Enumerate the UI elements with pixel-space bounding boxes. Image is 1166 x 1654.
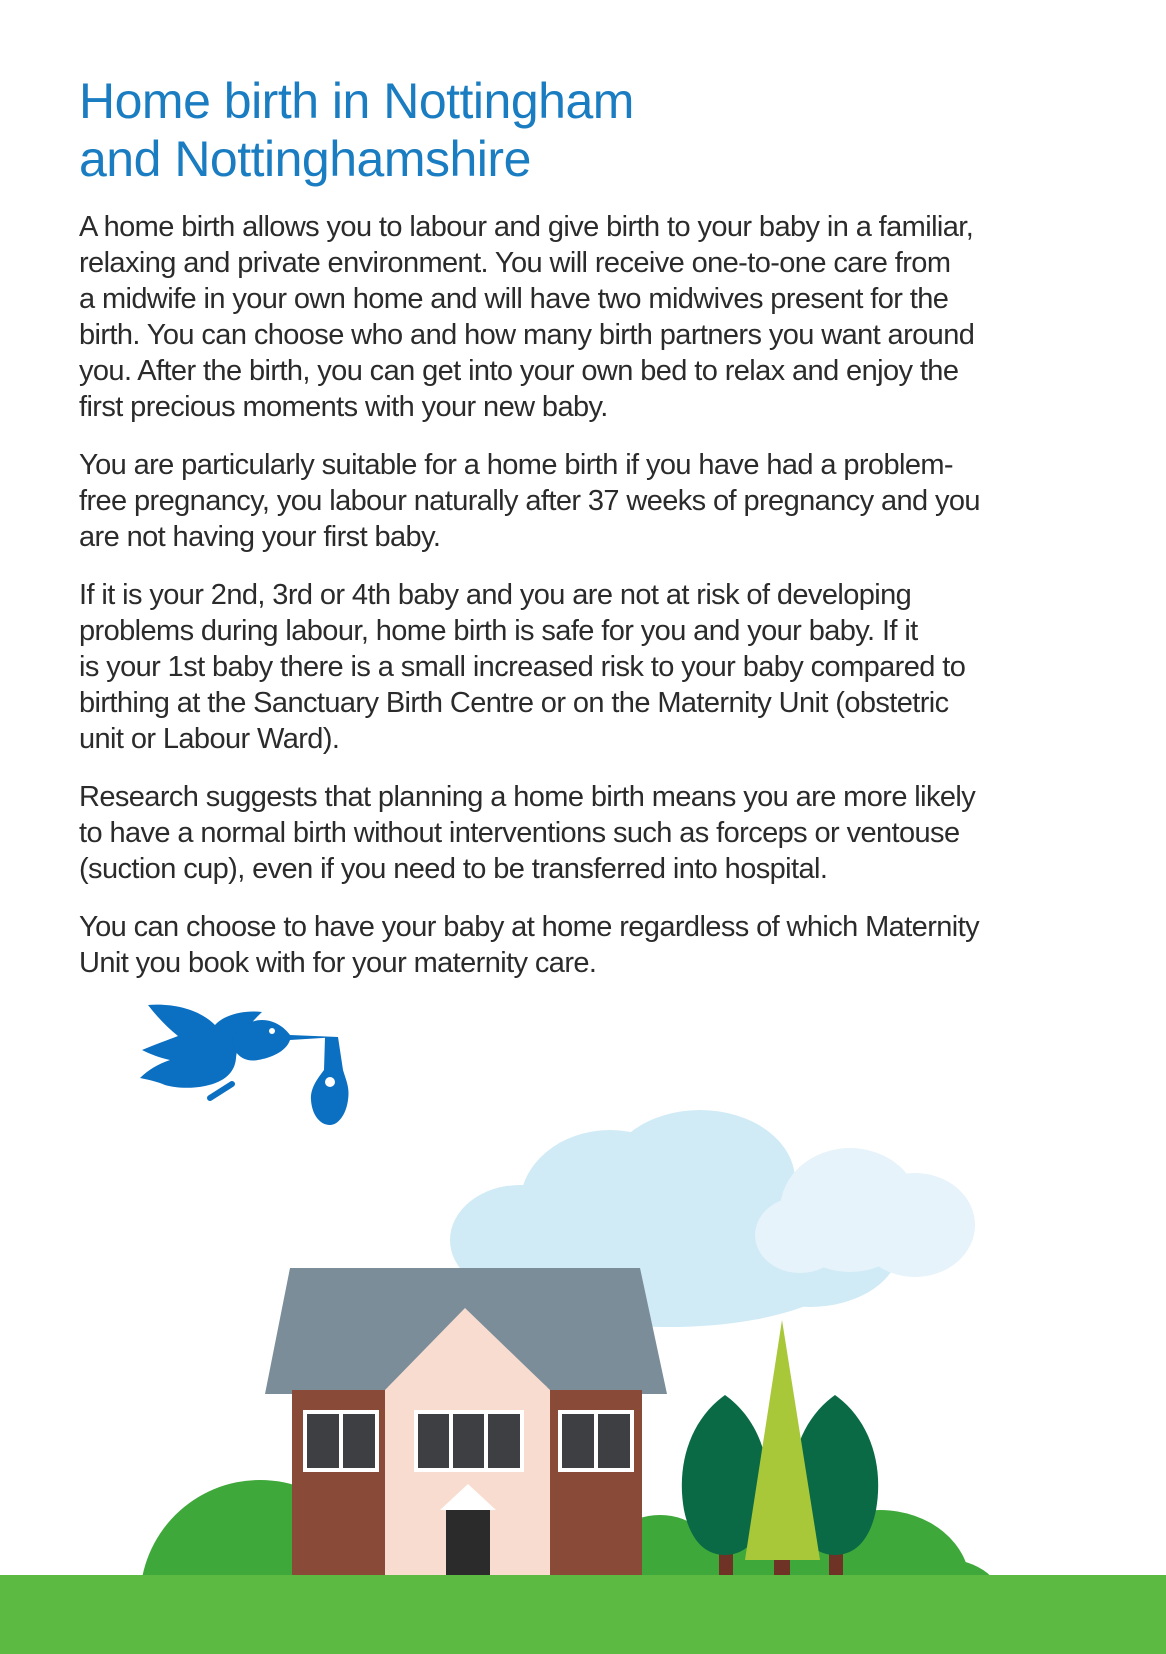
- text-line: free pregnancy, you labour naturally after 37 weeks of pregnancy and you: [79, 485, 980, 517]
- text-line: relaxing and private environment. You will receive one-to-one care from: [79, 247, 951, 279]
- body-text: [79, 209, 1089, 1003]
- page-title-line-2: and Nottinghamshire: [79, 131, 531, 187]
- window-icon: [560, 1412, 632, 1470]
- text-line: a midwife in your own home and will have two midwives present for the: [79, 283, 949, 315]
- text-line: birth. You can choose who and how many birth partners you want around: [79, 319, 975, 351]
- text-line: If it is your 2nd, 3rd or 4th baby and you are not at risk of developing: [79, 579, 912, 611]
- text-line: A home birth allows you to labour and give birth to your baby in a familiar,: [79, 211, 974, 243]
- paragraph-safety: [79, 577, 1089, 757]
- text-line: to have a normal birth without interventions such as forceps or ventouse: [79, 817, 960, 849]
- text-line: birthing at the Sanctuary Birth Centre or on the Maternity Unit (obstetric: [79, 687, 949, 719]
- text-line: Research suggests that planning a home birth means you are more likely: [79, 781, 976, 813]
- text-line: is your 1st baby there is a small increased risk to your baby compared to: [79, 651, 966, 683]
- paragraph-intro: [79, 209, 1089, 425]
- text-line: unit or Labour Ward).: [79, 723, 340, 755]
- window-icon: [416, 1412, 522, 1470]
- stork-icon: [140, 1005, 349, 1125]
- text-line: problems during labour, home birth is safe for you and your baby. If it: [79, 615, 918, 647]
- text-line: You are particularly suitable for a home birth if you have had a problem-: [79, 449, 953, 481]
- page-title-line-1: Home birth in Nottingham: [79, 73, 634, 129]
- text-line: (suction cup), even if you need to be transferred into hospital.: [79, 853, 828, 885]
- text-line: Unit you book with for your maternity care.: [79, 947, 597, 979]
- page-title: [79, 72, 979, 188]
- paragraph-research: [79, 779, 1089, 887]
- text-line: first precious moments with your new baby.: [79, 391, 608, 423]
- paragraph-choice: [79, 909, 1089, 981]
- text-line: you. After the birth, you can get into your own bed to relax and enjoy the: [79, 355, 959, 387]
- text-line: You can choose to have your baby at home regardless of which Maternity: [79, 911, 979, 943]
- window-icon: [305, 1412, 377, 1470]
- home-birth-illustration: [0, 1000, 1166, 1654]
- grass-ground: [0, 1575, 1166, 1654]
- paragraph-suitability: [79, 447, 1089, 555]
- house-icon: [265, 1268, 667, 1578]
- text-line: are not having your first baby.: [79, 521, 441, 553]
